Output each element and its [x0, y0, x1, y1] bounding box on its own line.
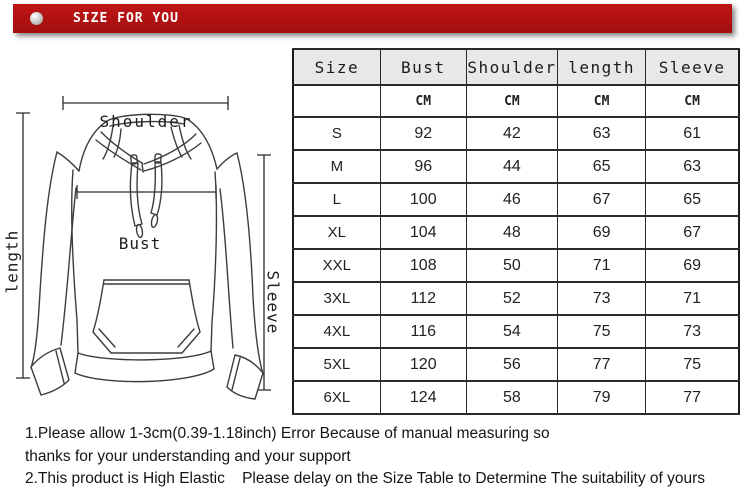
unit-cell: CM: [380, 85, 466, 117]
measurement-cell: 112: [380, 282, 466, 315]
size-cell: XXL: [293, 249, 380, 282]
measurement-cell: 67: [558, 183, 646, 216]
measurement-cell: 79: [558, 381, 646, 414]
note-line: 2.This product is High Elastic Please delay on the Size Table to Determine The suitability of yours: [25, 470, 706, 487]
measurement-cell: 54: [466, 315, 557, 348]
unit-cell: CM: [466, 85, 557, 117]
hoodie-measurement-diagram: [0, 40, 292, 440]
measurement-cell: 46: [466, 183, 557, 216]
header-row: [293, 49, 739, 85]
measurement-cell: 61: [646, 117, 739, 150]
size-row: [293, 381, 739, 414]
measurement-cell: 67: [646, 216, 739, 249]
measurement-cell: 48: [466, 216, 557, 249]
measurement-cell: 116: [380, 315, 466, 348]
size-row: [293, 348, 739, 381]
size-banner: [13, 4, 732, 33]
size-cell: 3XL: [293, 282, 380, 315]
measurement-cell: 42: [466, 117, 557, 150]
measurement-cell: 63: [646, 150, 739, 183]
size-row: [293, 117, 739, 150]
column-header-shoulder: Shoulder: [466, 49, 557, 85]
measurement-cell: 92: [380, 117, 466, 150]
measurement-cell: 63: [558, 117, 646, 150]
unit-cell: [293, 85, 380, 117]
size-row: [293, 315, 739, 348]
size-row: [293, 150, 739, 183]
measurement-cell: 100: [380, 183, 466, 216]
banner-title: SIZE FOR YOU: [73, 11, 179, 26]
grommet-icon: [30, 12, 43, 25]
measurement-cell: 77: [558, 348, 646, 381]
size-cell: L: [293, 183, 380, 216]
column-header-size: Size: [293, 49, 380, 85]
measurement-cell: 120: [380, 348, 466, 381]
size-row: [293, 282, 739, 315]
measurement-cell: 65: [646, 183, 739, 216]
measurement-cell: 56: [466, 348, 557, 381]
unit-cell: CM: [558, 85, 646, 117]
column-header-bust: Bust: [380, 49, 466, 85]
measurement-cell: 96: [380, 150, 466, 183]
note-line: 1.Please allow 1-3cm(0.39-1.18inch) Error Because of manual measuring so: [25, 425, 550, 442]
measurement-cell: 108: [380, 249, 466, 282]
size-row: [293, 183, 739, 216]
size-row: [293, 216, 739, 249]
measurement-cell: 58: [466, 381, 557, 414]
column-header-sleeve: Sleeve: [646, 49, 739, 85]
size-cell: 6XL: [293, 381, 380, 414]
hoodie-outline: [31, 114, 263, 399]
measurement-cell: 52: [466, 282, 557, 315]
measurement-cell: 69: [558, 216, 646, 249]
unit-row: [293, 85, 739, 117]
measurement-cell: 104: [380, 216, 466, 249]
measurement-cell: 75: [558, 315, 646, 348]
size-row: [293, 249, 739, 282]
measurement-cell: 71: [558, 249, 646, 282]
footer-notes: [25, 423, 705, 491]
size-cell: XL: [293, 216, 380, 249]
shoulder-label: Shoulder: [99, 112, 193, 131]
size-cell: 5XL: [293, 348, 380, 381]
measurement-cell: 69: [646, 249, 739, 282]
size-cell: 4XL: [293, 315, 380, 348]
measurement-cell: 73: [646, 315, 739, 348]
sleeve-label: Sleeve: [263, 270, 283, 335]
measurement-cell: 50: [466, 249, 557, 282]
measurement-cell: 44: [466, 150, 557, 183]
unit-cell: CM: [646, 85, 739, 117]
length-label: length: [2, 229, 22, 294]
measurement-cell: 124: [380, 381, 466, 414]
size-cell: M: [293, 150, 380, 183]
measurement-cell: 65: [558, 150, 646, 183]
measurement-cell: 73: [558, 282, 646, 315]
size-cell: S: [293, 117, 380, 150]
column-header-length: length: [558, 49, 646, 85]
note-line: thanks for your understanding and your support: [25, 447, 351, 465]
bust-label: Bust: [118, 234, 162, 253]
size-table: [292, 48, 740, 415]
measurement-cell: 75: [646, 348, 739, 381]
measurement-cell: 77: [646, 381, 739, 414]
measurement-cell: 71: [646, 282, 739, 315]
